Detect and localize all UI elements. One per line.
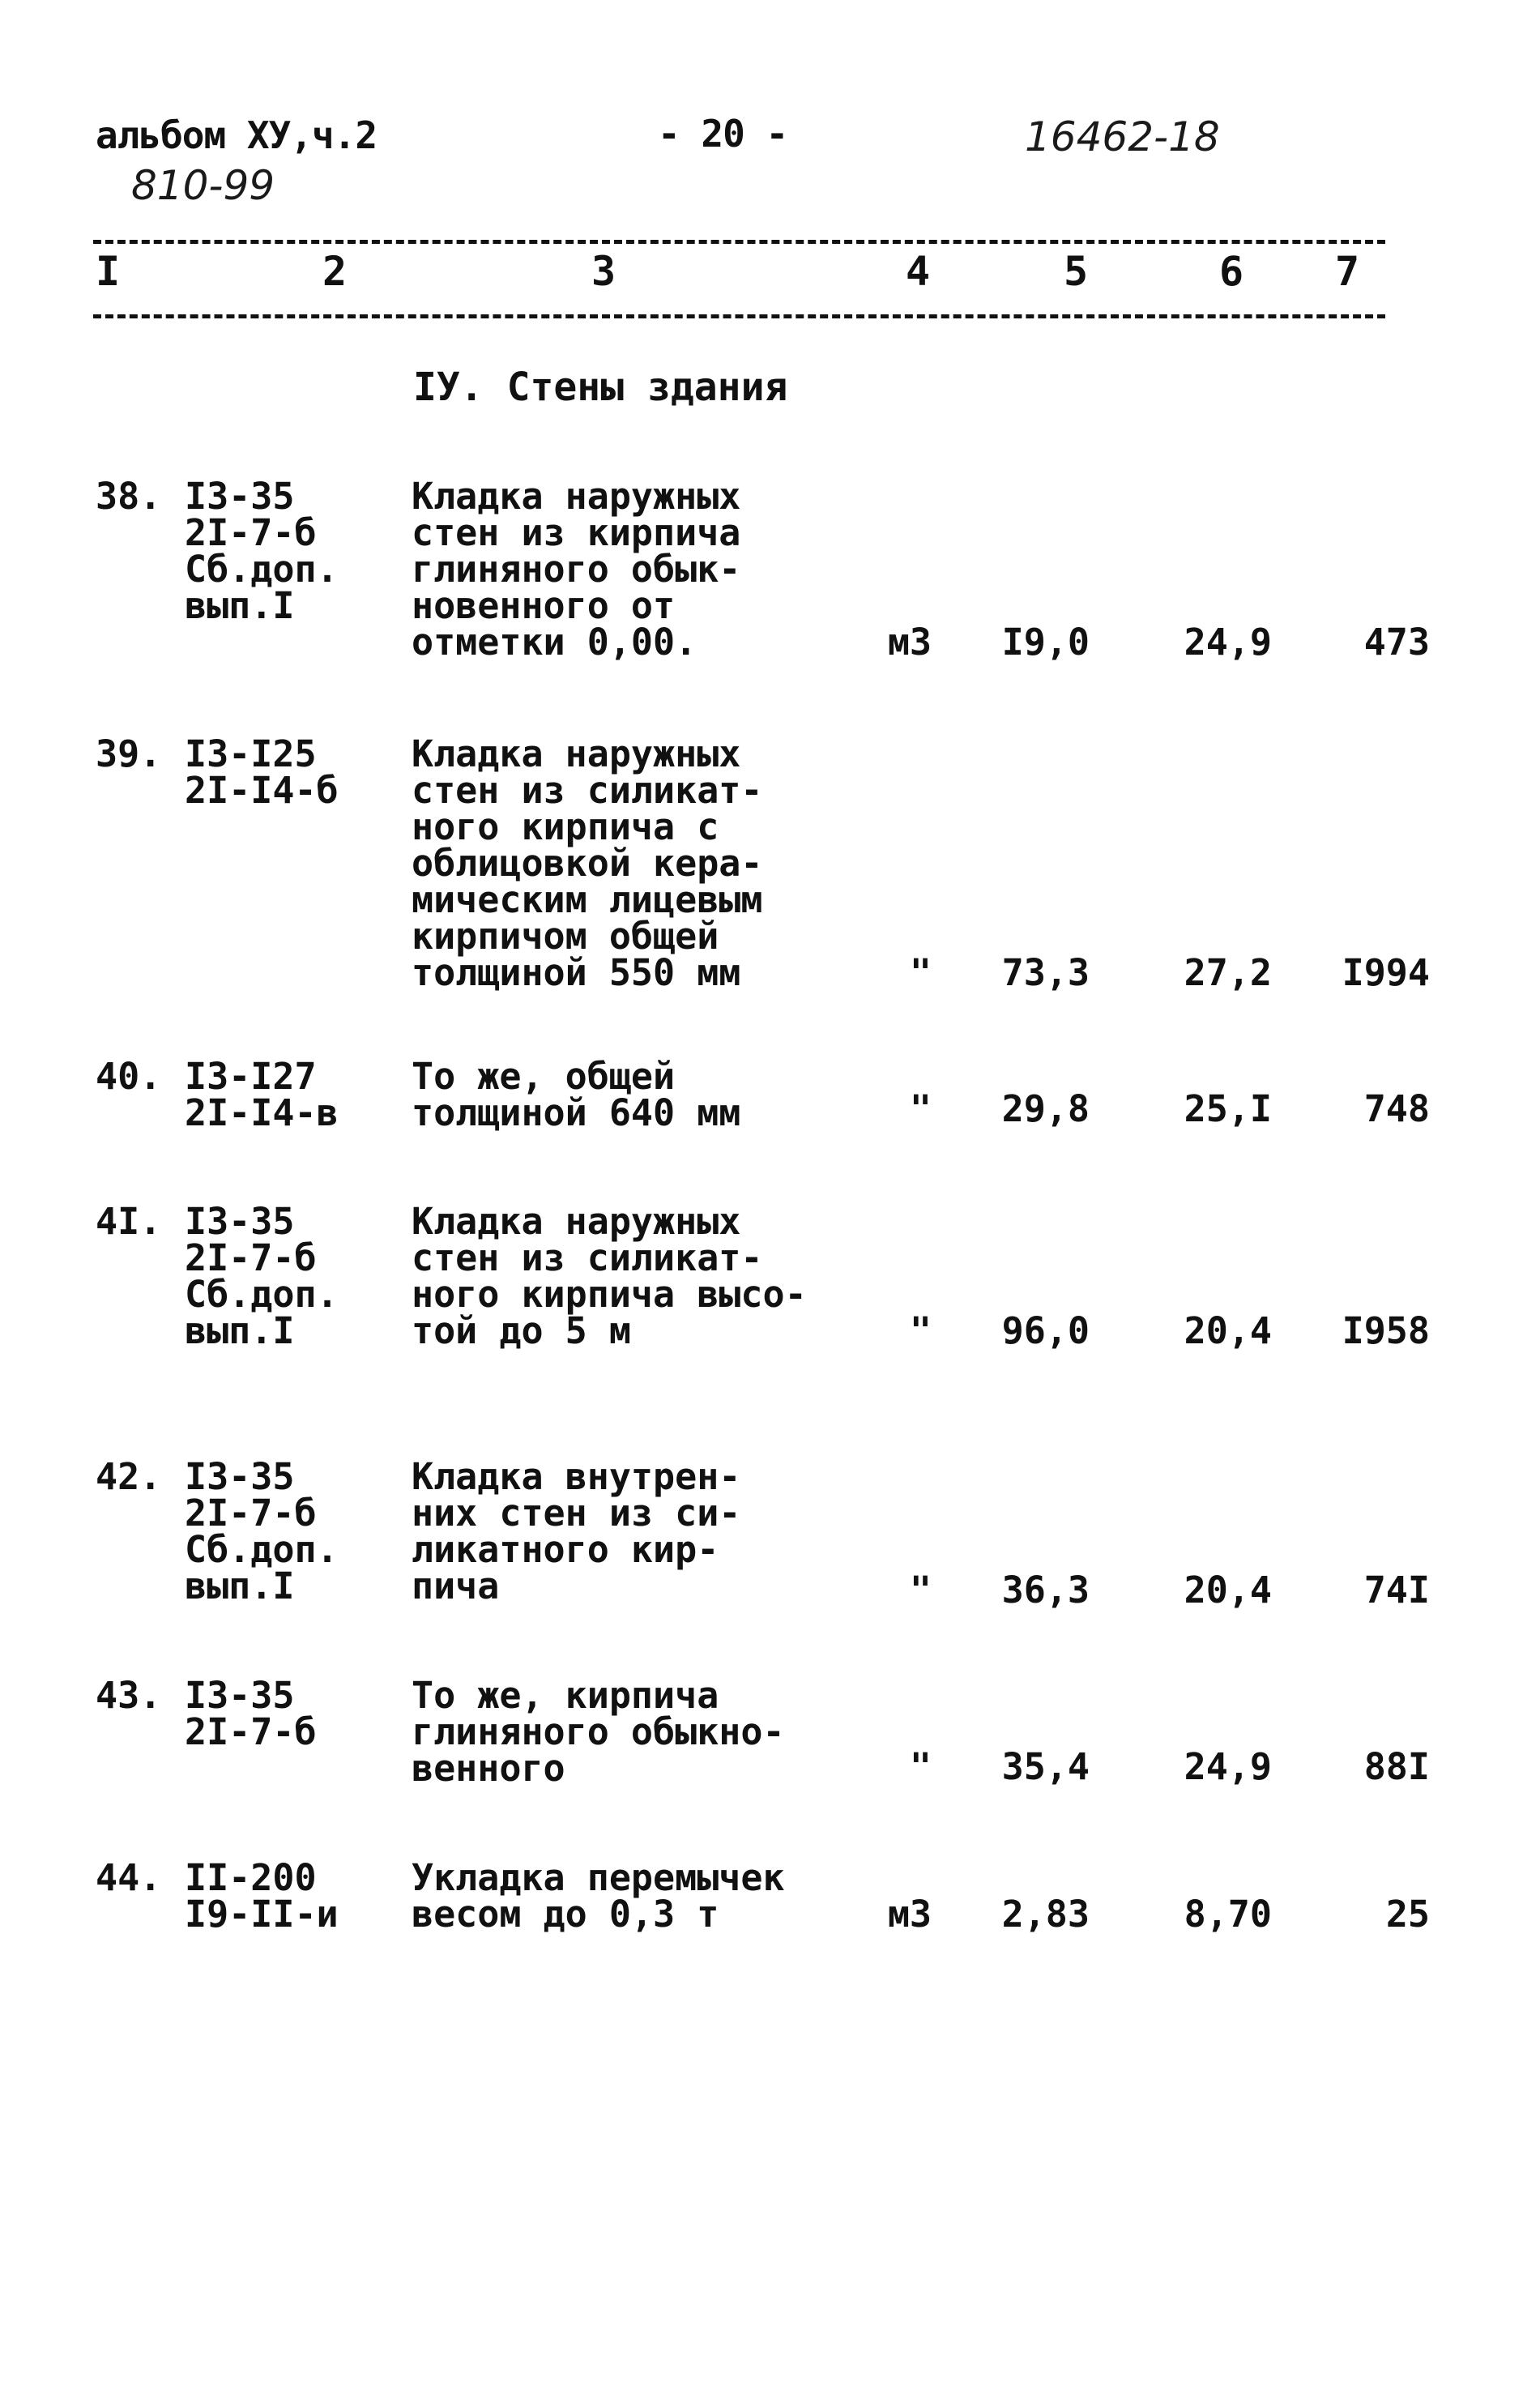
item-code: I3-35 2I-7-б Сб.доп. вып.I (185, 475, 339, 627)
item-value-col6: 8,70 (1184, 1893, 1272, 1936)
item-value-col6: 20,4 (1184, 1309, 1272, 1352)
item-code: II-200 I9-II-и (185, 1856, 339, 1936)
item-value-col7: 25 (1385, 1893, 1430, 1936)
item-description: Кладка внутрен- них стен из си- ликатного кир- пича (412, 1455, 741, 1607)
item-number: 4I. (96, 1200, 162, 1243)
item-value-col5: I9,0 (1001, 621, 1090, 664)
item-number: 39. (96, 732, 162, 775)
item-unit: " (909, 1569, 932, 1611)
item-unit: " (909, 1309, 932, 1352)
item-unit: м3 (887, 621, 932, 664)
item-value-col6: 27,2 (1184, 951, 1272, 994)
item-value-col7: 88I (1363, 1745, 1430, 1788)
item-value-col5: 36,3 (1001, 1569, 1090, 1611)
item-value-col7: I958 (1342, 1309, 1430, 1352)
album-reference: альбом ХУ,ч.2 (96, 113, 378, 157)
item-number: 40. (96, 1055, 162, 1098)
item-code: I3-35 2I-7-б Сб.доп. вып.I (185, 1455, 339, 1607)
item-number: 42. (96, 1455, 162, 1498)
item-unit: м3 (887, 1893, 932, 1936)
item-description: Кладка наружных стен из силикат- ного кирпича высо- той до 5 м (412, 1200, 807, 1352)
header-rule-top (93, 240, 1385, 244)
column-number-2: 2 (322, 248, 348, 295)
item-description: Укладка перемычек весом до 0,3 т (412, 1856, 785, 1936)
column-number-7: 7 (1335, 248, 1360, 295)
item-value-col6: 20,4 (1184, 1569, 1272, 1611)
item-unit: " (909, 1087, 932, 1130)
item-code: I3-35 2I-7-б Сб.доп. вып.I (185, 1200, 339, 1352)
item-code: I3-35 2I-7-б (185, 1674, 317, 1753)
item-number: 43. (96, 1674, 162, 1717)
item-description: Кладка наружных стен из силикат- ного кирпича с облицовкой кера- мическим лицевым кирпичом общей толщиной 550 мм (412, 732, 763, 994)
item-value-col7: 748 (1363, 1087, 1430, 1130)
section-title: IУ. Стены здания (413, 365, 788, 410)
header-rule-bottom (93, 314, 1385, 318)
item-number: 38. (96, 475, 162, 518)
item-value-col7: I994 (1342, 951, 1430, 994)
item-value-col5: 35,4 (1001, 1745, 1090, 1788)
item-value-col6: 25,I (1184, 1087, 1272, 1130)
item-number: 44. (96, 1856, 162, 1899)
item-code: I3-I27 2I-I4-в (185, 1055, 339, 1134)
item-value-col5: 96,0 (1001, 1309, 1090, 1352)
column-number-5: 5 (1064, 248, 1089, 295)
item-value-col7: 74I (1363, 1569, 1430, 1611)
item-value-col5: 73,3 (1001, 951, 1090, 994)
item-description: То же, общей толщиной 640 мм (412, 1055, 741, 1134)
handwritten-code: 810-99 (131, 162, 275, 209)
item-unit: " (909, 1745, 932, 1788)
handwritten-number: 16462-18 (1025, 113, 1220, 160)
column-number-3: 3 (591, 248, 616, 295)
page-number: - 20 - (658, 112, 788, 156)
item-value-col7: 473 (1363, 621, 1430, 664)
item-description: Кладка наружных стен из кирпича глиняного обык- новенного от отметки 0,00. (412, 475, 741, 664)
column-number-4: 4 (906, 248, 931, 295)
item-value-col6: 24,9 (1184, 1745, 1272, 1788)
column-number-6: 6 (1219, 248, 1244, 295)
column-number-1: I (96, 248, 121, 295)
item-value-col5: 2,83 (1001, 1893, 1090, 1936)
item-value-col5: 29,8 (1001, 1087, 1090, 1130)
item-code: I3-I25 2I-I4-б (185, 732, 339, 812)
item-description: То же, кирпича глиняного обыкно- венного (412, 1674, 785, 1790)
item-value-col6: 24,9 (1184, 621, 1272, 664)
item-unit: " (909, 951, 932, 994)
